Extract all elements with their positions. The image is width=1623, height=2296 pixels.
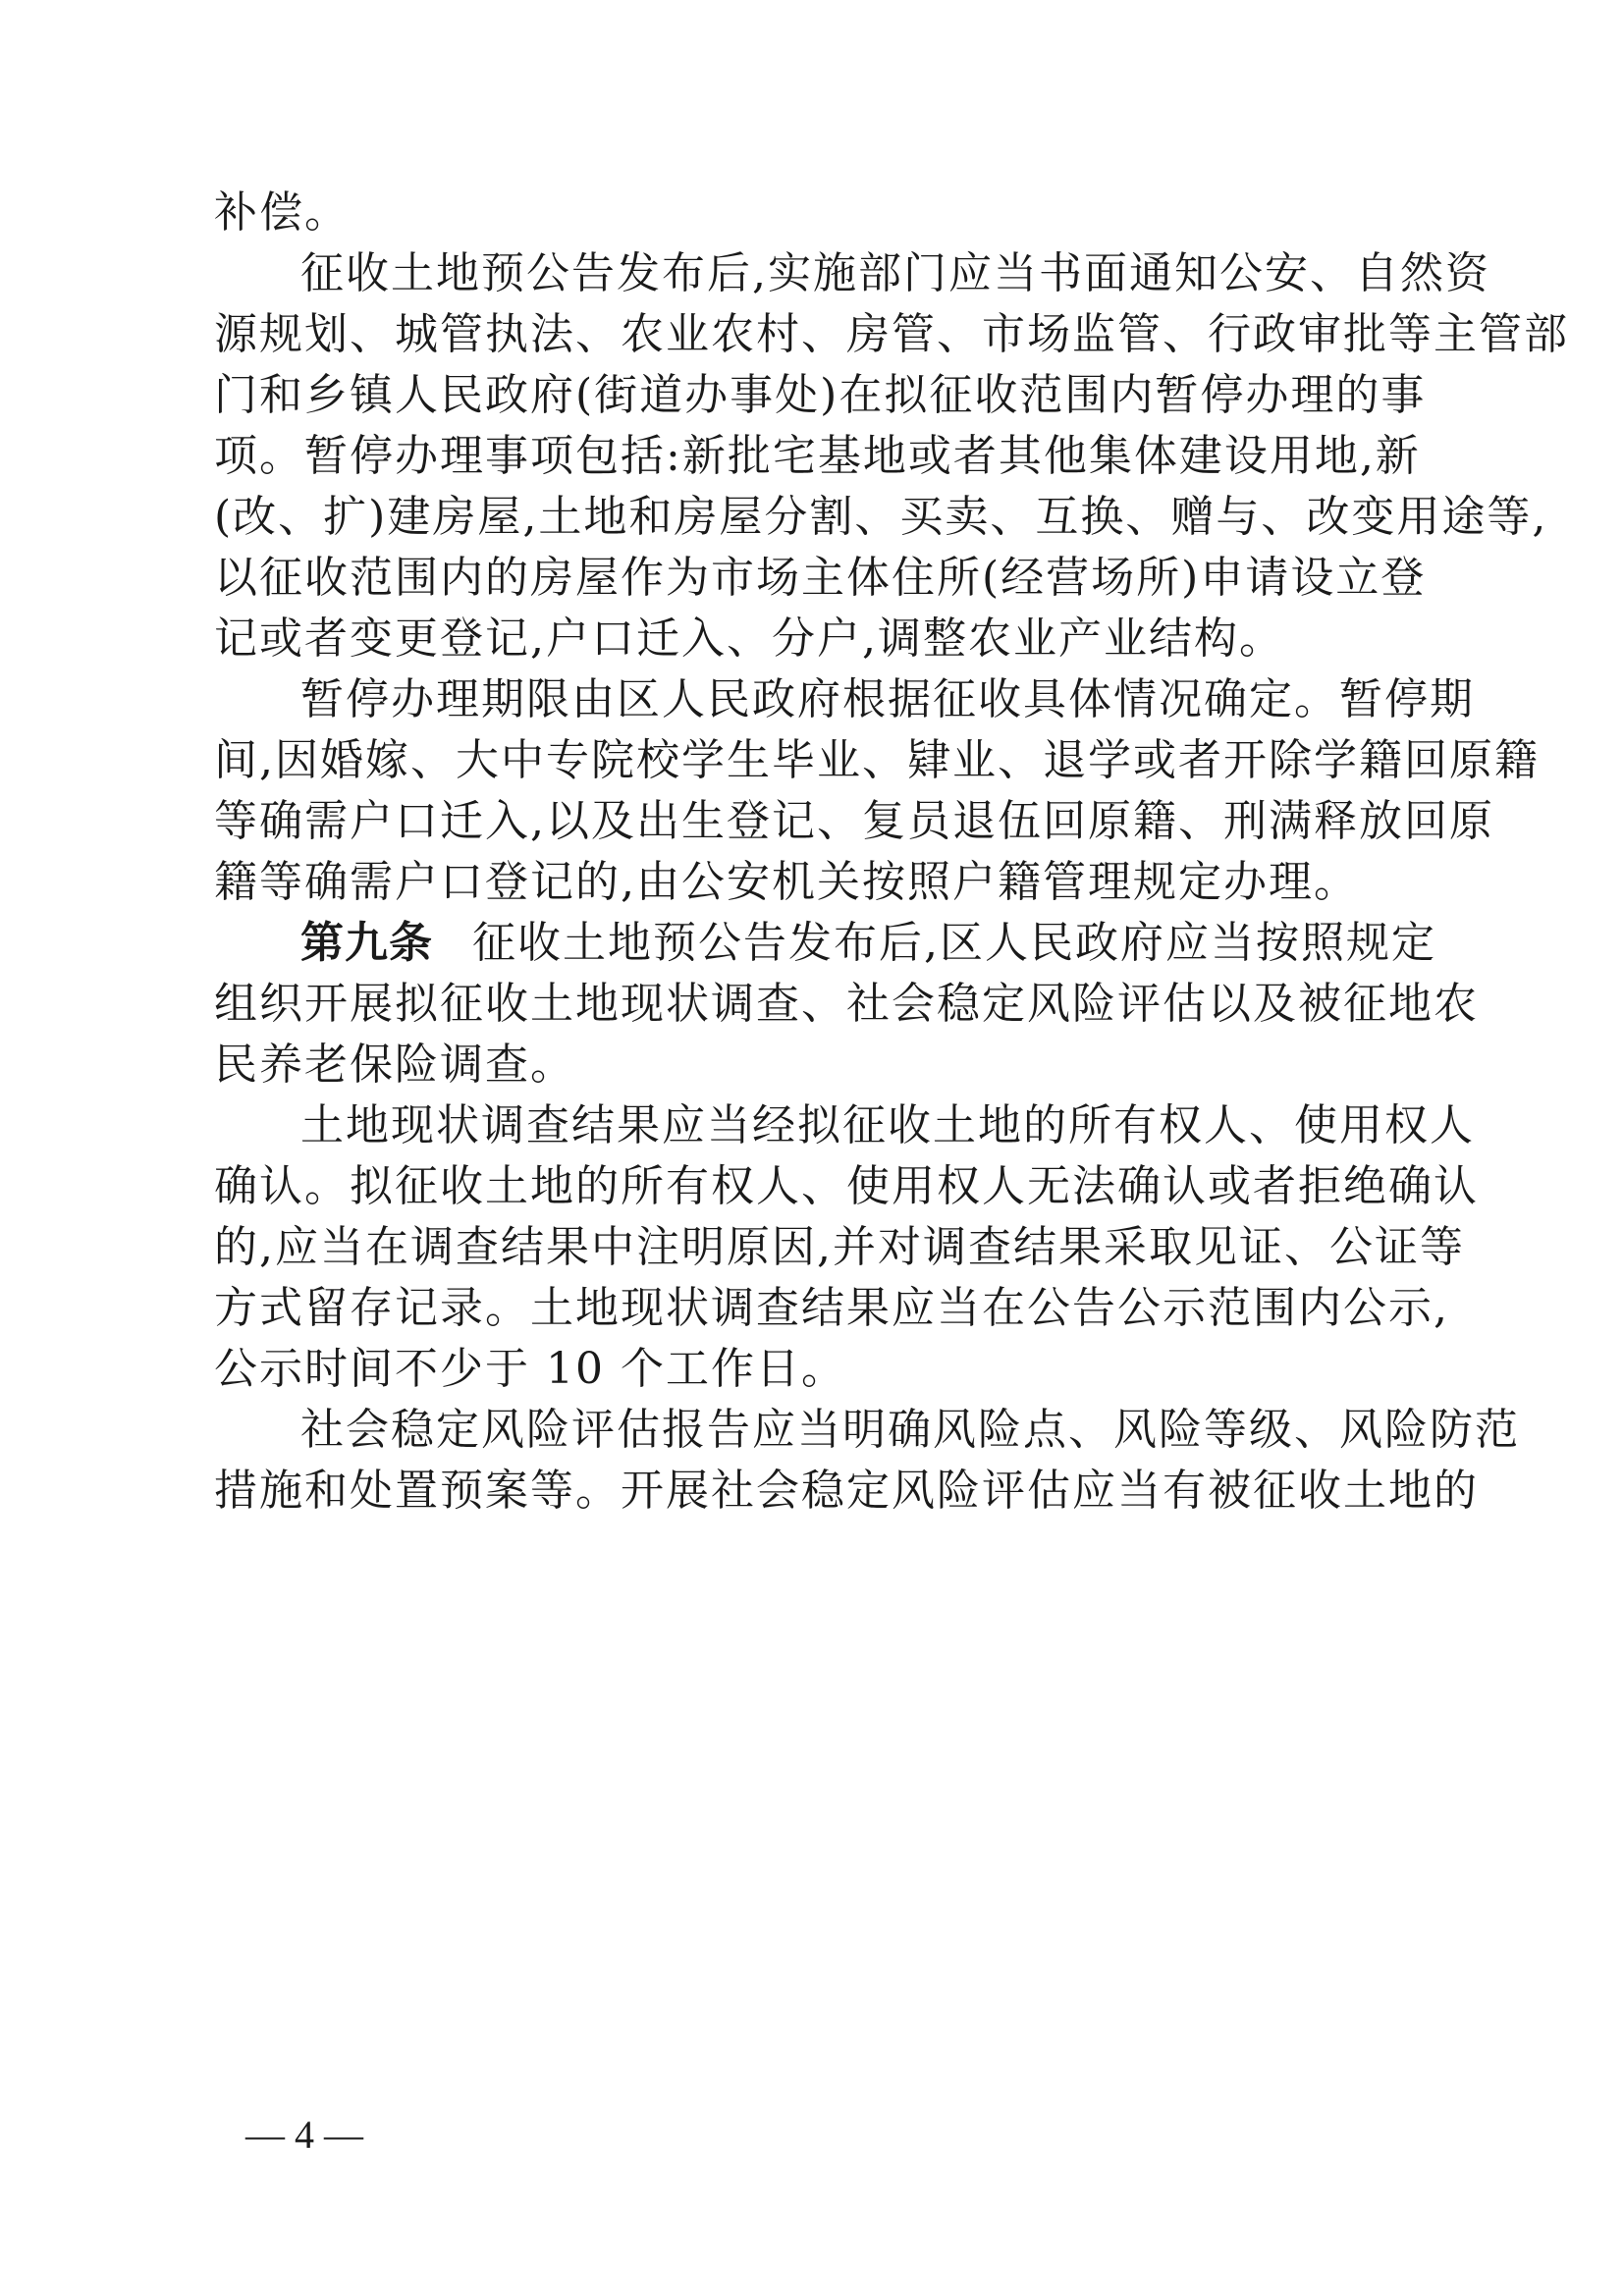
text-line: 社会稳定风险评估报告应当明确风险点、风险等级、风险防范 [300,1405,1520,1455]
text-line: 征收土地预公告发布后,实施部门应当书面通知公安、自然资 [300,248,1490,298]
text-line: 方式留存记录。土地现状调查结果应当在公告公示范围内公示, [214,1283,1449,1333]
text-line: 项。暂停办理事项包括:新批宅基地或者其他集体建设用地,新 [214,431,1421,481]
text-line: 公示时间不少于 10 个工作日。 [214,1344,846,1394]
text-line: 等确需户口迁入,以及出生登记、复员退伍回原籍、刑满释放回原 [214,796,1494,846]
article-line [300,909,1436,978]
text-line: 暂停办理期限由区人民政府根据征收具体情况确定。暂停期 [300,674,1475,724]
article-number: 第九条 [300,918,433,968]
text-line: 补偿。 [214,187,350,238]
text-line: 民养老保险调查。 [214,1040,575,1090]
text-line: 记或者变更登记,户口迁入、分户,调整农业产业结构。 [214,614,1284,664]
page-number: — 4 — [245,2112,363,2157]
text-line: 源规划、城管执法、农业农村、房管、市场监管、行政审批等主管部 [214,309,1569,359]
text-line: 以征收范围内的房屋作为市场主体住所(经营场所)申请设立登 [214,553,1427,603]
text-line: 门和乡镇人民政府(街道办事处)在拟征收范围内暂停办理的事 [214,370,1427,420]
text-line: 土地现状调查结果应当经拟征收土地的所有权人、使用权人 [300,1100,1475,1150]
text-line: (改、扩)建房屋,土地和房屋分割、买卖、互换、赠与、改变用途等, [214,492,1548,542]
text-line: 的,应当在调查结果中注明原因,并对调查结果采取见证、公证等 [214,1222,1465,1272]
text-line: 籍等确需户口登记的,由公安机关按照户籍管理规定办理。 [214,857,1359,907]
text-line: 措施和处置预案等。开展社会稳定风险评估应当有被征收土地的 [214,1466,1479,1516]
text-line: 组织开展拟征收土地现状调查、社会稳定风险评估以及被征地农 [214,979,1479,1029]
text-line: 确认。拟征收土地的所有权人、使用权人无法确认或者拒绝确认 [214,1161,1479,1211]
article-text: 征收土地预公告发布后,区人民政府应当按照规定 [472,918,1436,968]
text-line: 间,因婚嫁、大中专院校学生毕业、肄业、退学或者开除学籍回原籍 [214,735,1540,785]
